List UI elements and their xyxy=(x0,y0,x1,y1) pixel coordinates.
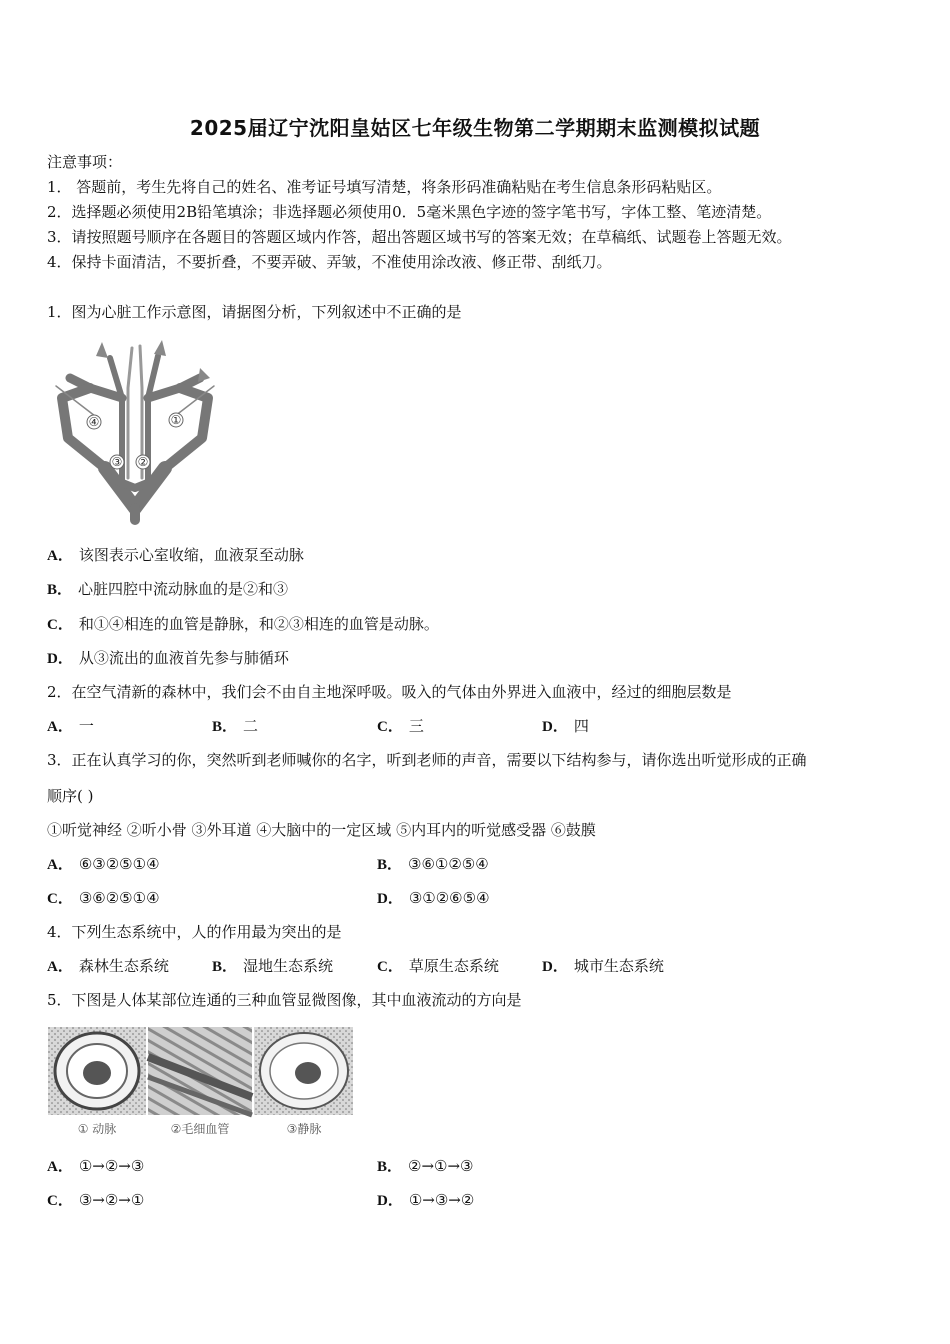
question-2-option-b: B． 二 xyxy=(212,717,259,735)
question-3-stem-cont: 顺序( ) xyxy=(47,787,94,805)
question-4-option-d: D． 城市生态系统 xyxy=(542,957,664,975)
question-1-option-a: A． 该图表示心室收缩，血液泵至动脉 xyxy=(47,546,304,564)
question-1-option-c: C． 和①④相连的血管是静脉，和②③相连的血管是动脉。 xyxy=(47,615,439,633)
question-5-option-a: A． ①→②→③ xyxy=(47,1157,145,1175)
question-4-option-b: B． 湿地生态系统 xyxy=(212,957,334,975)
question-1-stem: 1．图为心脏工作示意图，请据图分析，下列叙述中不正确的是 xyxy=(47,303,462,321)
heart-figure xyxy=(50,338,220,526)
question-5-stem: 5．下图是人体某部位连通的三种血管显微图像，其中血液流动的方向是 xyxy=(47,991,522,1009)
notice-item: 1． 答题前，考生先将自己的姓名、准考证号填写清楚，将条形码准确粘贴在考生信息条形码粘贴区。 xyxy=(47,178,722,196)
question-3-stem: 3．正在认真学习的你，突然听到老师喊你的名字，听到老师的声音，需要以下结构参与，请你选出听觉形成的正确 xyxy=(47,751,807,769)
question-2-option-a: A． 一 xyxy=(47,717,94,735)
question-3-items: ①听觉神经 ②听小骨 ③外耳道 ④大脑中的一定区域 ⑤内耳内的听觉感受器 ⑥鼓膜 xyxy=(47,821,596,839)
vessel-label-artery: ① 动脉 xyxy=(77,1122,117,1136)
question-5-option-d: D． ①→③→② xyxy=(377,1191,475,1209)
notice-item: 3．请按照题号顺序在各题目的答题区域内作答，超出答题区域书写的答案无效；在草稿纸、试题卷上答题无效。 xyxy=(47,228,792,246)
blood-vessel-micrographs xyxy=(48,1027,353,1139)
question-3-option-c: C． ③⑥②⑤①④ xyxy=(47,889,160,907)
question-4-option-c: C． 草原生态系统 xyxy=(377,957,499,975)
question-2-option-c: C． 三 xyxy=(377,717,424,735)
vessel-label-vein: ③静脉 xyxy=(286,1122,322,1136)
question-2-stem: 2．在空气清新的森林中，我们会不由自主地深呼吸。吸入的气体由外界进入血液中，经过的细胞层数是 xyxy=(47,683,732,701)
question-1-option-d: D． 从③流出的血液首先参与肺循环 xyxy=(47,649,289,667)
question-2-option-d: D． 四 xyxy=(542,717,589,735)
page-title: 2025届辽宁沈阳皇姑区七年级生物第二学期期末监测模拟试题 xyxy=(189,116,761,140)
notice-item: 4．保持卡面清洁，不要折叠，不要弄破、弄皱，不准使用涂改液、修正带、刮纸刀。 xyxy=(47,253,612,271)
question-3-option-d: D． ③①②⑥⑤④ xyxy=(377,889,490,907)
heart-label-2: ② xyxy=(137,455,149,469)
heart-label-1: ① xyxy=(170,413,182,427)
question-5-option-c: C． ③→②→① xyxy=(47,1191,145,1209)
question-4-option-a: A． 森林生态系统 xyxy=(47,957,169,975)
question-4-stem: 4．下列生态系统中，人的作用最为突出的是 xyxy=(47,923,342,941)
heart-label-3: ③ xyxy=(111,455,123,469)
notice-item: 2．选择题必须使用2B铅笔填涂；非选择题必须使用0．5毫米黑色字迹的签字笔书写，字体工整、笔迹清楚。 xyxy=(47,203,772,221)
heart-label-4: ④ xyxy=(88,415,100,429)
question-3-option-a: A． ⑥③②⑤①④ xyxy=(47,855,160,873)
vessel-figure xyxy=(48,1027,353,1139)
question-1-option-b: B． 心脏四腔中流动脉血的是②和③ xyxy=(47,580,289,598)
question-3-option-b: B． ③⑥①②⑤④ xyxy=(377,855,489,873)
vessel-label-capillary: ②毛细血管 xyxy=(170,1122,230,1136)
heart-diagram xyxy=(50,338,220,526)
notice-heading: 注意事项： xyxy=(47,153,123,171)
question-5-option-b: B． ②→①→③ xyxy=(377,1157,474,1175)
